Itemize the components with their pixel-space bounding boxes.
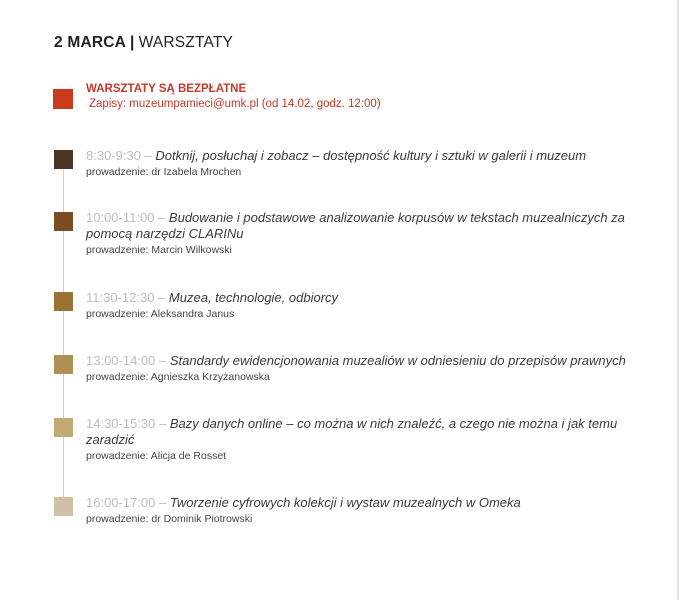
session-dash: – bbox=[158, 290, 166, 305]
session-dash: – bbox=[158, 210, 166, 225]
session-time: 16:00-17:00 bbox=[86, 495, 156, 510]
session-text bbox=[86, 290, 626, 321]
notice-square-icon bbox=[53, 89, 73, 109]
session-time: 8:30-9:30 bbox=[86, 148, 141, 163]
session-title: Dotknij, posłuchaj i zobacz – dostępność kultury i sztuki w galerii i muzeum bbox=[155, 148, 587, 163]
session-time: 13:00-14:00 bbox=[86, 353, 156, 368]
session-marker-icon bbox=[54, 150, 73, 169]
notice-registration: Zapisy: muzeumpamieci@umk.pl (od 14.02, godz. 12:00) bbox=[89, 98, 381, 110]
session-leader: prowadzenie: Aleksandra Janus bbox=[86, 308, 235, 320]
notice-title: WARSZTATY SĄ BEZPŁATNE bbox=[86, 83, 247, 95]
header-separator: | bbox=[130, 34, 135, 51]
session-title: Tworzenie cyfrowych kolekcji i wystaw muzealnych w Omeka bbox=[169, 495, 521, 510]
session-text bbox=[86, 416, 626, 463]
session-leader: prowadzenie: Agnieszka Krzyżanowska bbox=[86, 371, 270, 383]
session-title: Muzea, technologie, odbiorcy bbox=[168, 290, 339, 305]
session-time: 10:00-11:00 bbox=[86, 210, 155, 225]
page-title bbox=[54, 34, 233, 52]
session-marker-icon bbox=[54, 497, 73, 516]
header-date: 2 MARCA bbox=[54, 34, 127, 51]
session-leader: prowadzenie: Alicja de Rosset bbox=[86, 450, 227, 462]
session-text bbox=[86, 353, 626, 384]
session-title: Bazy danych online – co można w nich znaleźć, a czego nie można i jak temu zaradzić bbox=[86, 416, 618, 447]
session-marker-icon bbox=[54, 355, 73, 374]
session-dash: – bbox=[144, 148, 152, 163]
session-text bbox=[86, 210, 626, 257]
session-dash: – bbox=[159, 495, 167, 510]
session-dash: – bbox=[159, 353, 167, 368]
session-title: Budowanie i podstawowe analizowanie korpusów w tekstach muzealniczych za pomocą narzędzi CLARINu bbox=[86, 210, 625, 241]
session-dash: – bbox=[159, 416, 167, 431]
session-leader: prowadzenie: dr Dominik Piotrowski bbox=[86, 513, 253, 525]
session-marker-icon bbox=[54, 212, 73, 231]
session-leader: prowadzenie: Marcin Wilkowski bbox=[86, 244, 232, 256]
session-marker-icon bbox=[54, 292, 73, 311]
session-time: 14:30-15:30 bbox=[86, 416, 156, 431]
session-title: Standardy ewidencjonowania muzealiów w odniesieniu do przepisów prawnych bbox=[169, 353, 626, 368]
header-title: WARSZTATY bbox=[138, 34, 234, 51]
session-leader: prowadzenie: dr Izabela Mrochen bbox=[86, 166, 242, 178]
session-marker-icon bbox=[54, 418, 73, 437]
session-text bbox=[86, 148, 626, 179]
session-time: 11:30-12:30 bbox=[86, 290, 155, 305]
session-text bbox=[86, 495, 626, 526]
